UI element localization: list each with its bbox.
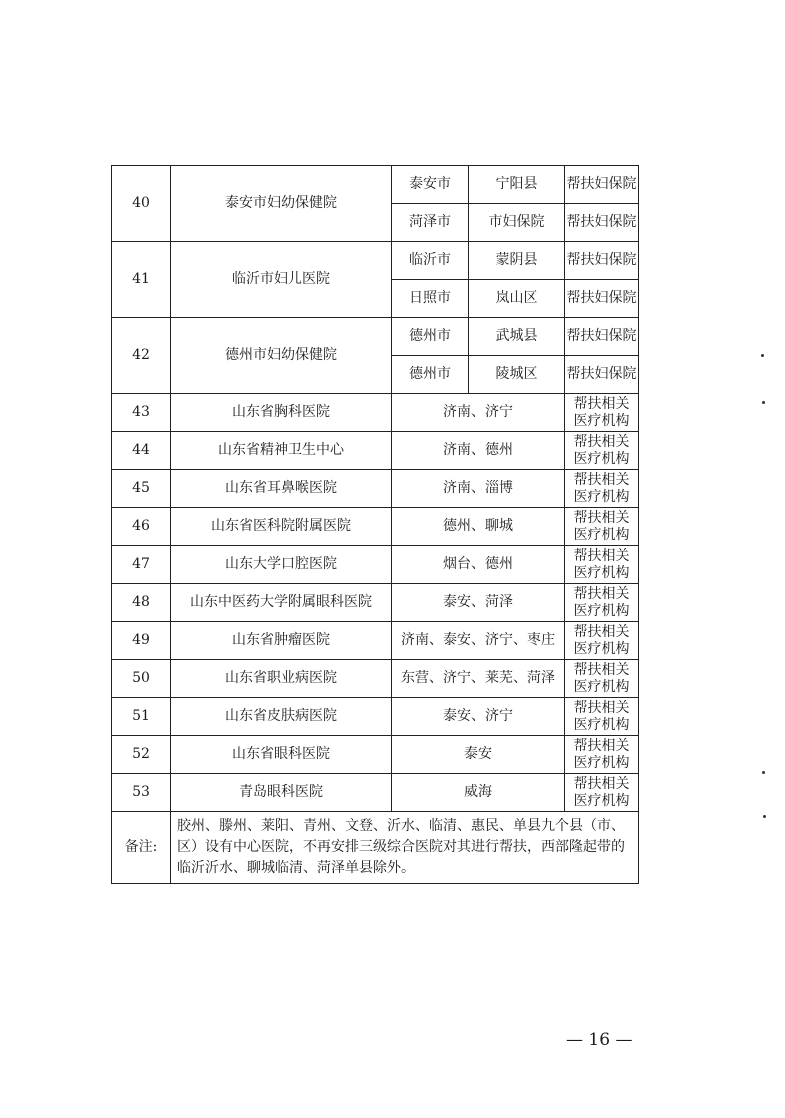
target-unit: 蒙阴县 (469, 242, 565, 280)
table-row (112, 660, 639, 698)
target-area: 东营、济宁、莱芜、菏泽 (392, 660, 565, 698)
assistance-type: 帮扶妇保院 (565, 166, 639, 204)
assistance-type-text: 帮扶相关医疗机构 (573, 623, 630, 657)
target-unit: 市妇保院 (469, 204, 565, 242)
row-number: 44 (112, 432, 171, 470)
scan-speck (762, 401, 765, 404)
hospital-name: 山东中医药大学附属眼科医院 (171, 584, 392, 622)
hospital-assistance-table (111, 165, 639, 884)
target-city: 泰安市 (392, 166, 469, 204)
target-area: 济南、淄博 (392, 470, 565, 508)
row-number: 40 (112, 166, 171, 242)
hospital-name: 山东省职业病医院 (171, 660, 392, 698)
row-number: 45 (112, 470, 171, 508)
target-area: 烟台、德州 (392, 546, 565, 584)
assistance-type-text: 帮扶相关医疗机构 (573, 699, 630, 733)
assistance-type-text: 帮扶相关医疗机构 (573, 585, 630, 619)
row-number: 48 (112, 584, 171, 622)
table-row (112, 508, 639, 546)
assistance-type (565, 622, 639, 660)
assistance-type (565, 394, 639, 432)
table-row (112, 622, 639, 660)
row-number: 46 (112, 508, 171, 546)
assistance-type: 帮扶妇保院 (565, 318, 639, 356)
note-label: 备注: (112, 812, 171, 884)
assistance-type (565, 508, 639, 546)
row-number: 51 (112, 698, 171, 736)
assistance-type-text: 帮扶相关医疗机构 (573, 471, 630, 505)
assistance-type-text: 帮扶相关医疗机构 (573, 395, 630, 429)
hospital-name: 山东大学口腔医院 (171, 546, 392, 584)
table-row (112, 470, 639, 508)
target-area: 济南、德州 (392, 432, 565, 470)
hospital-name: 山东省皮肤病医院 (171, 698, 392, 736)
assistance-type-text: 帮扶相关医疗机构 (573, 775, 630, 809)
assistance-type (565, 698, 639, 736)
hospital-name: 德州市妇幼保健院 (171, 318, 392, 394)
target-city: 德州市 (392, 356, 469, 394)
note-text: 胶州、滕州、莱阳、青州、文登、沂水、临清、惠民、单县九个县（市、区）设有中心医院，不再安排三级综合医院对其进行帮扶，西部隆起带的临沂沂水、聊城临清、菏泽单县除外。 (171, 812, 639, 884)
assistance-type (565, 736, 639, 774)
row-number: 52 (112, 736, 171, 774)
target-area: 泰安、菏泽 (392, 584, 565, 622)
table-row (112, 166, 639, 204)
hospital-name: 青岛眼科医院 (171, 774, 392, 812)
target-area: 泰安 (392, 736, 565, 774)
target-city: 日照市 (392, 280, 469, 318)
table-row (112, 318, 639, 356)
assistance-type-text: 帮扶相关医疗机构 (573, 547, 630, 581)
row-number: 50 (112, 660, 171, 698)
hospital-name: 山东省医科院附属医院 (171, 508, 392, 546)
scan-speck (763, 815, 766, 818)
page-number: — 16 — (566, 1030, 633, 1050)
table-row (112, 736, 639, 774)
hospital-name: 临沂市妇儿医院 (171, 242, 392, 318)
assistance-type-text: 帮扶相关医疗机构 (573, 433, 630, 467)
scan-speck (761, 354, 764, 357)
target-unit: 武城县 (469, 318, 565, 356)
target-city: 临沂市 (392, 242, 469, 280)
table-row (112, 242, 639, 280)
assistance-type (565, 546, 639, 584)
scan-speck (762, 771, 765, 774)
target-city: 菏泽市 (392, 204, 469, 242)
assistance-type-text: 帮扶相关医疗机构 (573, 661, 630, 695)
hospital-name: 山东省胸科医院 (171, 394, 392, 432)
assistance-type (565, 584, 639, 622)
row-number: 47 (112, 546, 171, 584)
assistance-type (565, 470, 639, 508)
target-area: 泰安、济宁 (392, 698, 565, 736)
assistance-type: 帮扶妇保院 (565, 242, 639, 280)
row-number: 41 (112, 242, 171, 318)
assistance-type (565, 774, 639, 812)
target-unit: 宁阳县 (469, 166, 565, 204)
hospital-name: 山东省精神卫生中心 (171, 432, 392, 470)
table-row (112, 546, 639, 584)
table-body (112, 166, 639, 884)
assistance-type (565, 432, 639, 470)
assistance-type-text: 帮扶相关医疗机构 (573, 737, 630, 771)
assistance-type-text: 帮扶相关医疗机构 (573, 509, 630, 543)
target-area: 济南、济宁 (392, 394, 565, 432)
note-row (112, 812, 639, 884)
table-row (112, 584, 639, 622)
target-area: 威海 (392, 774, 565, 812)
target-area: 德州、聊城 (392, 508, 565, 546)
hospital-name: 泰安市妇幼保健院 (171, 166, 392, 242)
row-number: 53 (112, 774, 171, 812)
table-row (112, 394, 639, 432)
table-row (112, 432, 639, 470)
assistance-type: 帮扶妇保院 (565, 280, 639, 318)
row-number: 49 (112, 622, 171, 660)
hospital-name: 山东省眼科医院 (171, 736, 392, 774)
hospital-name: 山东省肿瘤医院 (171, 622, 392, 660)
target-city: 德州市 (392, 318, 469, 356)
assistance-type (565, 660, 639, 698)
target-unit: 陵城区 (469, 356, 565, 394)
assistance-type: 帮扶妇保院 (565, 204, 639, 242)
target-unit: 岚山区 (469, 280, 565, 318)
table-row (112, 698, 639, 736)
target-area: 济南、泰安、济宁、枣庄 (392, 622, 565, 660)
row-number: 43 (112, 394, 171, 432)
hospital-name: 山东省耳鼻喉医院 (171, 470, 392, 508)
table-row (112, 774, 639, 812)
row-number: 42 (112, 318, 171, 394)
assistance-type: 帮扶妇保院 (565, 356, 639, 394)
